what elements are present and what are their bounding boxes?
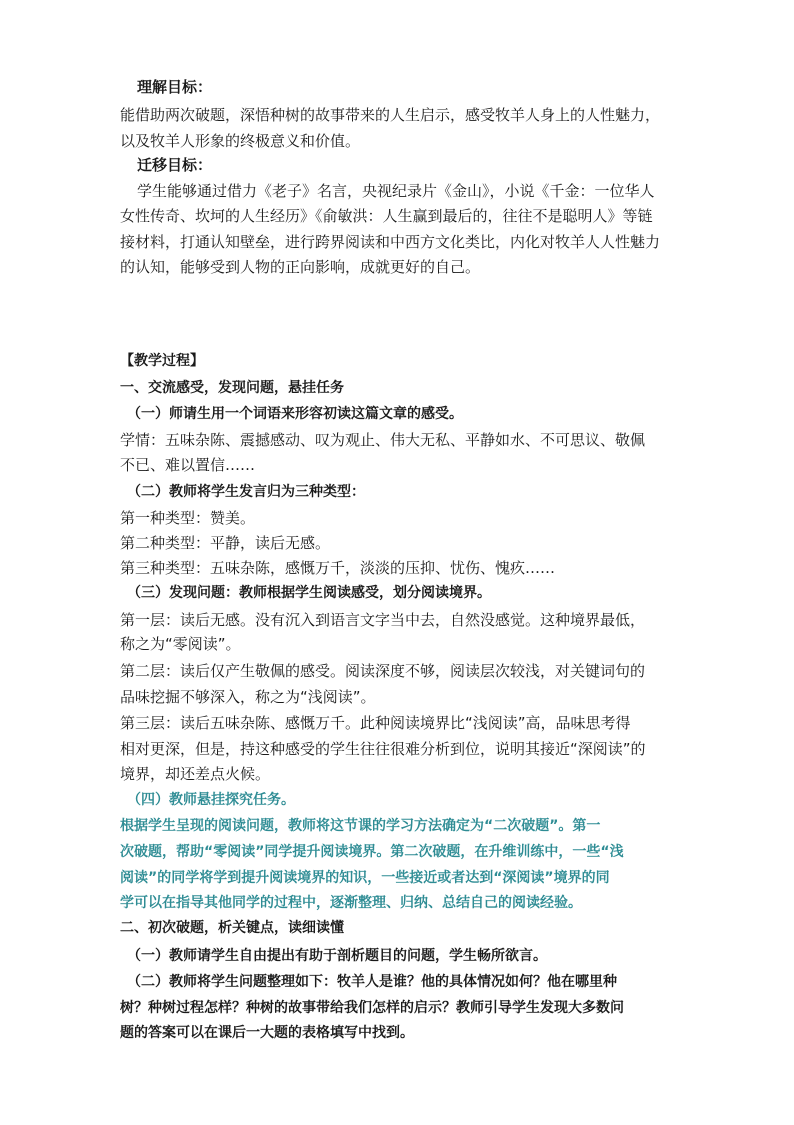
- section-heading-2: 二、初次破题，析关键点，读细读懂: [120, 920, 344, 936]
- subheading-1-2: （二）教师将学生发言归为三种类型：: [127, 484, 365, 500]
- paragraph-line: 以及牧羊人形象的终极意义和价值。: [120, 132, 361, 150]
- section-heading-1: 一、交流感受，发现问题，悬挂任务: [120, 380, 344, 396]
- subheading-1-3: （三）发现问题：教师根据学生阅读感受，划分阅读境界。: [127, 585, 491, 601]
- paragraph-line: 第二种类型：平静，读后无感。: [120, 534, 331, 552]
- paragraph-line: 第一种类型：赞美。: [120, 509, 256, 527]
- paragraph-line: 的认知，能够受到人物的正向影响，成就更好的自己。: [120, 258, 481, 276]
- paragraph-line-highlight: 次破题，帮助“零阅读”同学提升阅读境界。第二次破题，在升维训练中，一些“浅: [120, 844, 624, 860]
- paragraph-line: 能借助两次破题，深悟种树的故事带来的人生启示，感受牧羊人身上的人性魅力，: [120, 106, 661, 124]
- subheading-2-1: （一）教师请学生自由提出有助于剖析题目的问题，学生畅所欲言。: [127, 948, 547, 964]
- paragraph-line: 树？种树过程怎样？种树的故事带给我们怎样的启示？教师引导学生发现大多数问: [120, 1000, 624, 1016]
- section-title-teaching-process: 【教学过程】: [120, 353, 204, 369]
- paragraph-line-highlight: 阅读”的同学将学到提升阅读境界的知识，一些接近或者达到“深阅读”境界的同: [120, 870, 610, 886]
- paragraph-line: 第三层：读后五味杂陈、感慨万千。此种阅读境界比“浅阅读”高，品味思考得: [120, 714, 631, 732]
- paragraph-line: 题的答案可以在课后一大题的表格填写中找到。: [120, 1025, 414, 1041]
- paragraph-line: 称之为“零阅读”。: [120, 635, 241, 653]
- paragraph-line-highlight: 学可以在指导其他同学的过程中，逐渐整理、归纳、总结自己的阅读经验。: [120, 895, 582, 911]
- paragraph-line: 第二层：读后仅产生敬佩的感受。阅读深度不够，阅读层次较浅，对关键词句的: [120, 662, 646, 680]
- subheading-2-2: （二）教师将学生问题整理如下：牧羊人是谁？他的具体情况如何？他在哪里种: [127, 974, 617, 990]
- subheading-1-4: （四）教师悬挂探究任务。: [127, 792, 295, 808]
- paragraph-line: 学生能够通过借力《老子》名言，央视纪录片《金山》，小说《千金：一位华人: [137, 182, 655, 200]
- subheading-1-1: （一）师请生用一个词语来形容初读这篇文章的感受。: [127, 406, 463, 422]
- paragraph-line: 相对更深，但是，持这种感受的学生往往很难分析到位，说明其接近“深阅读”的: [120, 740, 646, 758]
- paragraph-line: 学情：五味杂陈、震撼感动、叹为观止、伟大无私、平静如水、不可思议、敬佩: [120, 431, 646, 449]
- paragraph-line: 不已、难以置信……: [120, 456, 256, 474]
- heading-understanding-goal: 理解目标：: [137, 78, 213, 96]
- paragraph-line: 第一层：读后无感。没有沉入到语言文字当中去，自然没感觉。这种境界最低，: [120, 611, 646, 629]
- paragraph-line: 第三种类型：五味杂陈，感慨万千，淡淡的压抑、忧伤、愧疚……: [120, 559, 556, 577]
- paragraph-line: 接材料，打通认知壁垒，进行跨界阅读和中西方文化类比，内化对牧羊人人性魅力: [120, 233, 661, 251]
- paragraph-line: 境界，却还差点火候。: [120, 765, 271, 783]
- paragraph-line: 品味挖掘不够深入，称之为“浅阅读”。: [120, 688, 376, 706]
- paragraph-line: 女性传奇、坎坷的人生经历》《俞敏洪：人生赢到最后的，往往不是聪明人》等链: [120, 207, 653, 225]
- paragraph-line-highlight: 根据学生呈现的阅读问题，教师将这节课的学习方法确定为“二次破题”。第一: [120, 818, 601, 834]
- heading-transfer-goal: 迁移目标：: [137, 156, 213, 174]
